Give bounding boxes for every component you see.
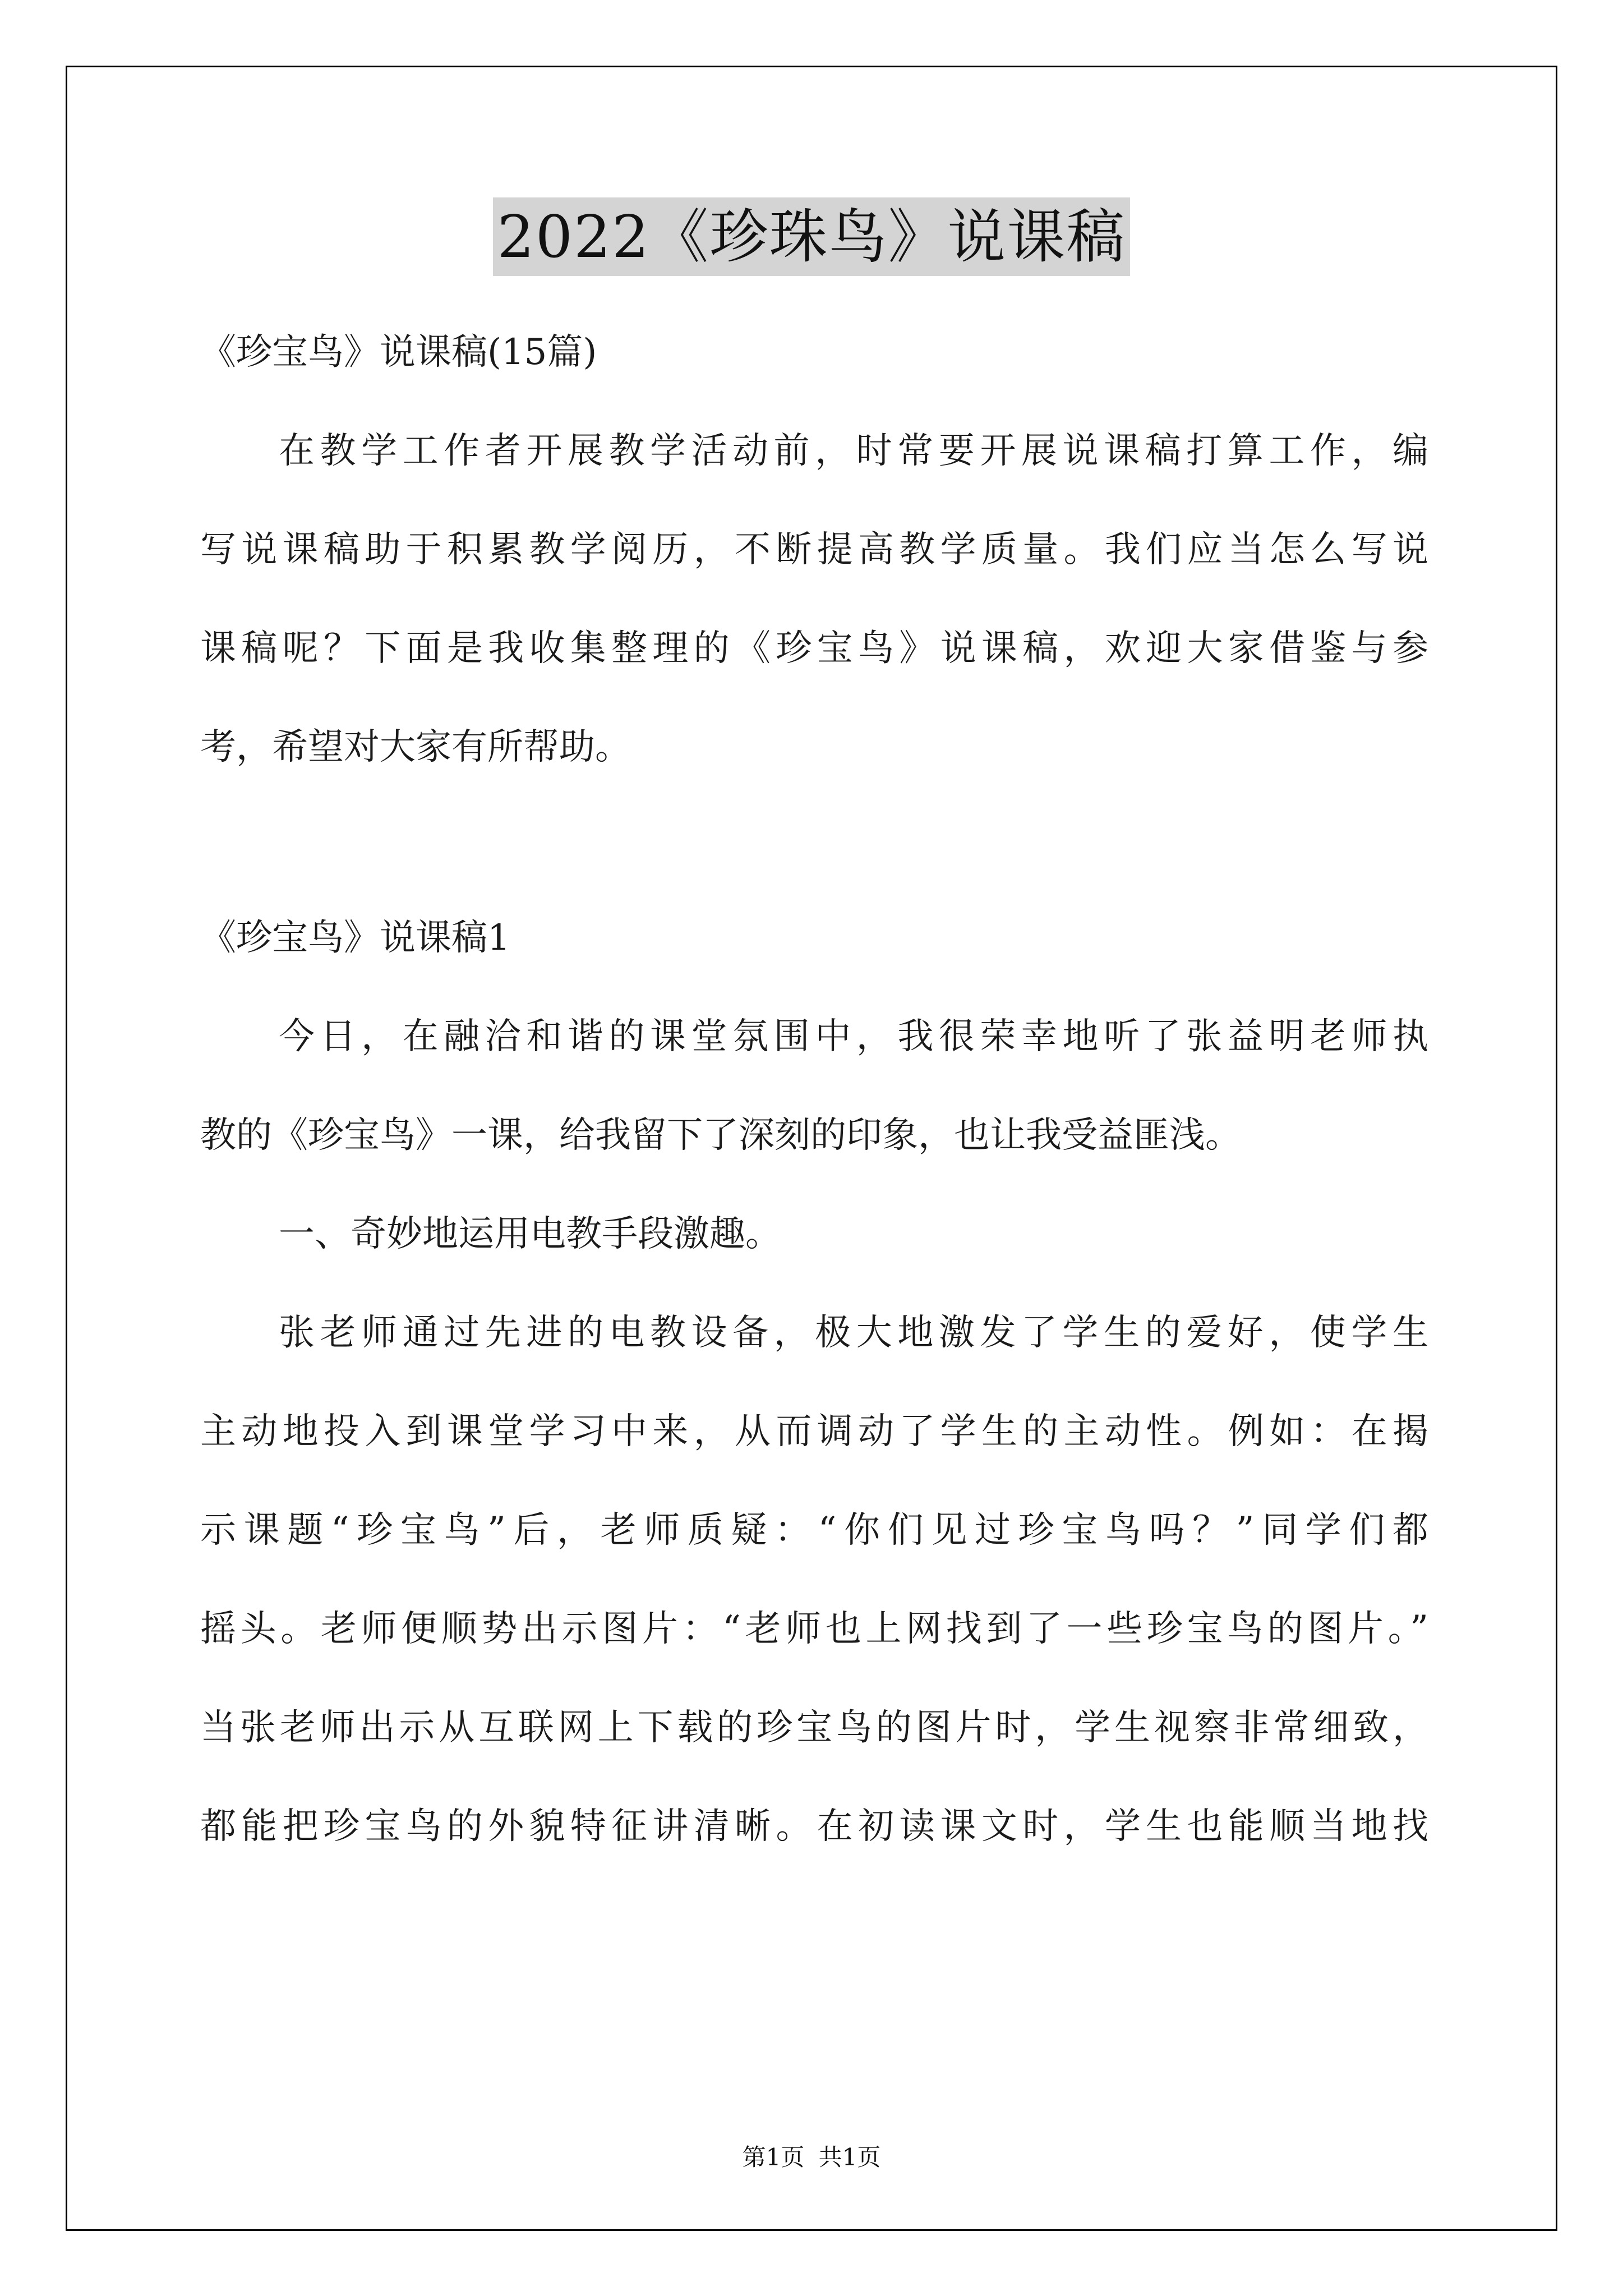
text-line: 今日，在融洽和谐的课堂氛围中，我很荣幸地听了张益明老师执 (279, 1016, 1428, 1057)
text-line: 张老师通过先进的电教设备，极大地激发了学生的爱好，使学生 (279, 1312, 1428, 1354)
text-line: 教的《珍宝鸟》一课，给我留下了深刻的印象，也让我受益匪浅。 (200, 1115, 1241, 1156)
text-line: 考，希望对大家有所帮助。 (200, 726, 631, 768)
text-line: 在教学工作者开展教学活动前，时常要开展说课稿打算工作，编 (279, 430, 1428, 472)
document-title: 2022《珍珠鸟》说课稿 (493, 197, 1131, 276)
document-body (200, 303, 1428, 1876)
paragraph-opening (200, 987, 1428, 1185)
subsection-heading: 一、奇妙地运用电教手段激趣。 (279, 1213, 781, 1255)
text-line: 当张老师出示从互联网上下载的珍宝鸟的图片时，学生视察非常细致， (200, 1707, 1428, 1749)
paragraph-gap (200, 797, 1428, 889)
text-line: 示课题“珍宝鸟”后，老师质疑：“你们见过珍宝鸟吗？”同学们都 (200, 1510, 1428, 1551)
paragraph-intro (200, 402, 1428, 797)
text-line: 写说课稿助于积累教学阅历，不断提高教学质量。我们应当怎么写说 (200, 529, 1428, 570)
text-line: 摇头。老师便顺势出示图片：“老师也上网找到了一些珍宝鸟的图片。” (200, 1608, 1428, 1650)
text-line: 都能把珍宝鸟的外貌特征讲清晰。在初读课文时，学生也能顺当地找 (200, 1806, 1428, 1847)
page-footer: 第1页 共1页 (742, 2143, 881, 2171)
title-container (0, 197, 1623, 276)
text-line: 课稿呢？下面是我收集整理的《珍宝鸟》说课稿，欢迎大家借鉴与参 (200, 628, 1428, 669)
text-line: 主动地投入到课堂学习中来，从而调动了学生的主动性。例如：在揭 (200, 1411, 1428, 1452)
section-heading: 《珍宝鸟》说课稿(15篇) (200, 332, 597, 373)
paragraph-body (200, 1283, 1428, 1876)
section-heading: 《珍宝鸟》说课稿1 (200, 917, 510, 959)
